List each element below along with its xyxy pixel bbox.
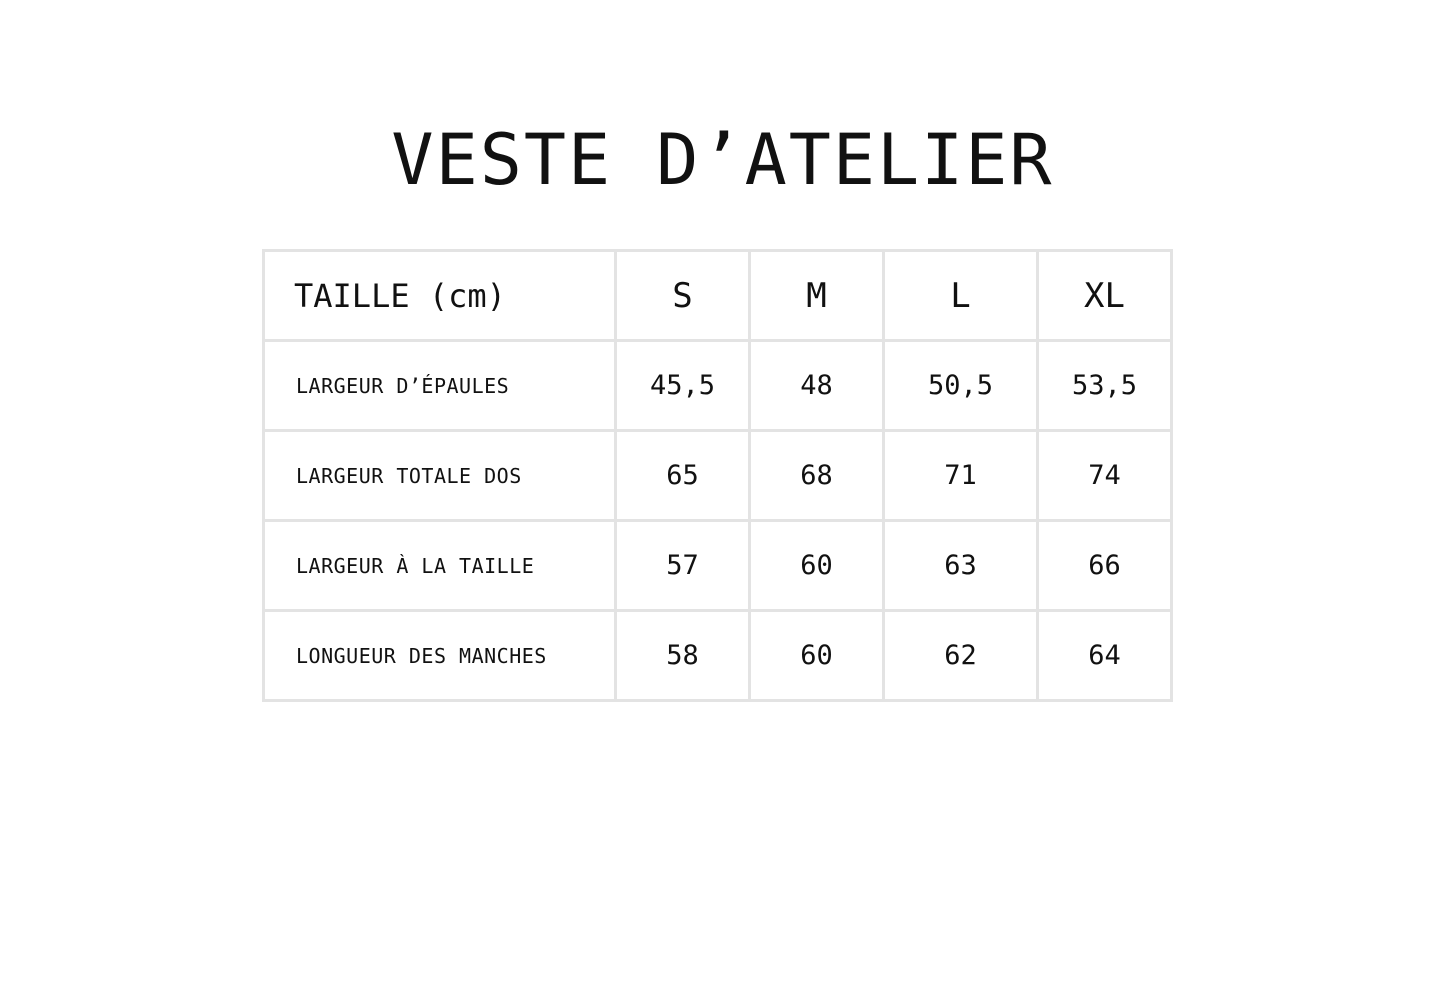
table-cell: 66 — [1038, 521, 1172, 611]
row-label-waist-width: LARGEUR À LA TAILLE — [264, 521, 616, 611]
table-cell: 71 — [884, 431, 1038, 521]
table-header-row — [264, 251, 1172, 341]
row-label-shoulder-width: LARGEUR D’ÉPAULES — [264, 341, 616, 431]
table-cell: 58 — [616, 611, 750, 701]
header-size-s: S — [616, 251, 750, 341]
table-cell: 62 — [884, 611, 1038, 701]
table-cell: 57 — [616, 521, 750, 611]
table-cell: 48 — [750, 341, 884, 431]
table-cell: 74 — [1038, 431, 1172, 521]
table-cell: 60 — [750, 521, 884, 611]
header-size-m: M — [750, 251, 884, 341]
row-label-sleeve-length: LONGUEUR DES MANCHES — [264, 611, 616, 701]
table-cell: 64 — [1038, 611, 1172, 701]
header-size-l: L — [884, 251, 1038, 341]
table-cell: 50,5 — [884, 341, 1038, 431]
header-size-label: TAILLE (cm) — [264, 251, 616, 341]
table-row — [264, 611, 1172, 701]
table-cell: 60 — [750, 611, 884, 701]
table-row — [264, 431, 1172, 521]
table-cell: 63 — [884, 521, 1038, 611]
table-cell: 65 — [616, 431, 750, 521]
row-label-back-width: LARGEUR TOTALE DOS — [264, 431, 616, 521]
size-chart-table — [262, 249, 1173, 702]
page-title: VESTE D’ATELIER — [391, 119, 1054, 201]
table-row — [264, 341, 1172, 431]
table-cell: 68 — [750, 431, 884, 521]
table-cell: 53,5 — [1038, 341, 1172, 431]
table-cell: 45,5 — [616, 341, 750, 431]
table-row — [264, 521, 1172, 611]
header-size-xl: XL — [1038, 251, 1172, 341]
